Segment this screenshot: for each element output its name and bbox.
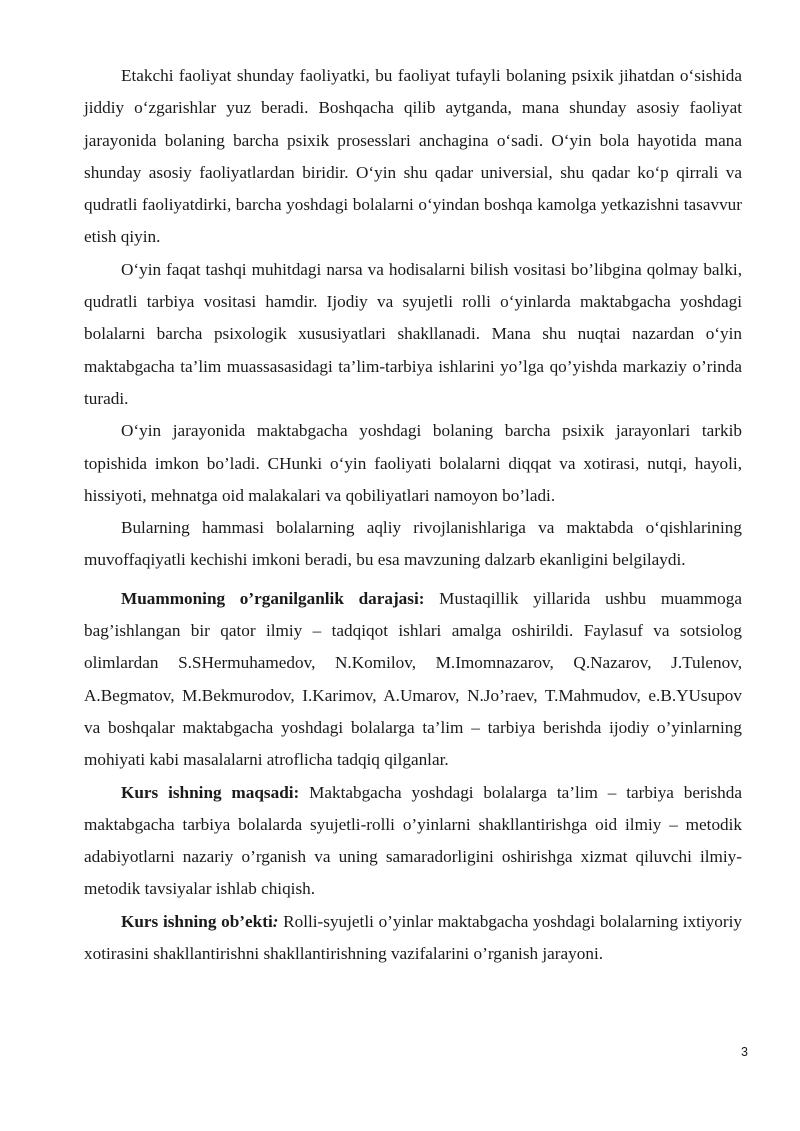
paragraph-relevance bbox=[84, 512, 742, 577]
paragraph-research-level bbox=[84, 583, 742, 777]
paragraph-text: Bularning hammasi bolalarning aqliy rivojlanishlariga va maktabda oʻqishlarining muvoffaqiyatli kechishi imkoni beradi, bu esa mavzuning dalzarb ekanligini belgilaydi. bbox=[84, 518, 742, 570]
paragraph-text: Mustaqillik yillarida ushbu muammoga bag’ishlangan bir qator ilmiy – tadqiqot ishlari amalga oshirildi. Faylasuf va sotsiolog olimlardan S.SHermuhamedov, N.Komilov, M.Imomnazarov, Q.Nazarov, J.Tulenov, A.Begmatov, M.Bekmurodov, I.Karimov, A.Umarov, N.Jo’raev, T.Mahmudov, e.B.YUsupov va boshqalar maktabgacha yoshdagi bolalarga ta’lim – tarbiya berishda ijodiy o’yinlarning mohiyati kabi masalalarni atroflicha tadqiq qilganlar. bbox=[84, 588, 742, 770]
document-page bbox=[84, 60, 742, 970]
paragraph-play-as-upbringing bbox=[84, 254, 742, 415]
paragraph-text: Oʻyin jarayonida maktabgacha yoshdagi bolaning barcha psixik jarayonlari tarkib topishida imkon bo’ladi. CHunki oʻyin faoliyati bolalarni diqqat va xotirasi, nutqi, hayoli, hissiyoti, mehnatga oid malakalari va qobiliyatlari namoyon bo’ladi. bbox=[84, 421, 742, 505]
paragraph-text: Rolli-syujetli o’yinlar maktabgacha yoshdagi bolalarning ixtiyoriy xotirasini shakllantirishni shakllantirishning vazifalarini o’rganish jarayoni. bbox=[84, 911, 742, 964]
paragraph-heading-colon: : bbox=[272, 911, 279, 931]
paragraph-heading: Kurs ishning maqsadi: bbox=[121, 782, 300, 802]
page-number: 3 bbox=[741, 1045, 748, 1059]
paragraph-text: Maktabgacha yoshdagi bolalarga ta’lim – tarbiya berishda maktabgacha tarbiya bolalarda syujetli-rolli o’yinlarni shakllantirishga oid ilmiy – metodik adabiyotlarni nazariy o’rganish va uning samaradorligini oshirishga xizmat qiluvchi ilmiy-metodik tavsiyalar ishlab chiqish. bbox=[84, 782, 742, 899]
paragraph-text: Oʻyin faqat tashqi muhitdagi narsa va hodisalarni bilish vositasi bo’libgina qolmay balki, qudratli tarbiya vositasi hamdir. Ijodiy va syujetli rolli oʻyinlarda maktabgacha yoshdagi bolalarni barcha psixologik xususiyatlari shakllanadi. Mana shu nuqtai nazardan oʻyin maktabgacha ta’lim muassasasidagi ta’lim-tarbiya ishlarini yo’lga qo’yishda markaziy o’rinda turadi. bbox=[84, 259, 742, 408]
paragraph-course-object bbox=[84, 906, 742, 971]
paragraph-heading: Kurs ishning ob’ekti bbox=[121, 911, 273, 931]
paragraph-text: Etakchi faoliyat shunday faoliyatki, bu faoliyat tufayli bolaning psixik jihatdan oʻsishida jiddiy oʻzgarishlar yuz beradi. Boshqacha qilib aytganda, mana shunday asosiy faoliyat jarayonida bolaning barcha psixik prosesslari anchagina oʻsadi. Oʻyin bola hayotida mana shunday asosiy faoliyatlardan biridir. Oʻyin shu qadar universial, shu qadar koʻp qirrali va qudratli faoliyatdirki, barcha yoshdagi bolalarni oʻyindan boshqa kamolga yetkazishni tasavvur etish qiyin. bbox=[84, 66, 742, 247]
paragraph-leading-activity bbox=[84, 60, 742, 254]
paragraph-play-process bbox=[84, 415, 742, 512]
paragraph-course-goal bbox=[84, 777, 742, 906]
paragraph-heading: Muammoning o’rganilganlik darajasi: bbox=[121, 588, 425, 608]
